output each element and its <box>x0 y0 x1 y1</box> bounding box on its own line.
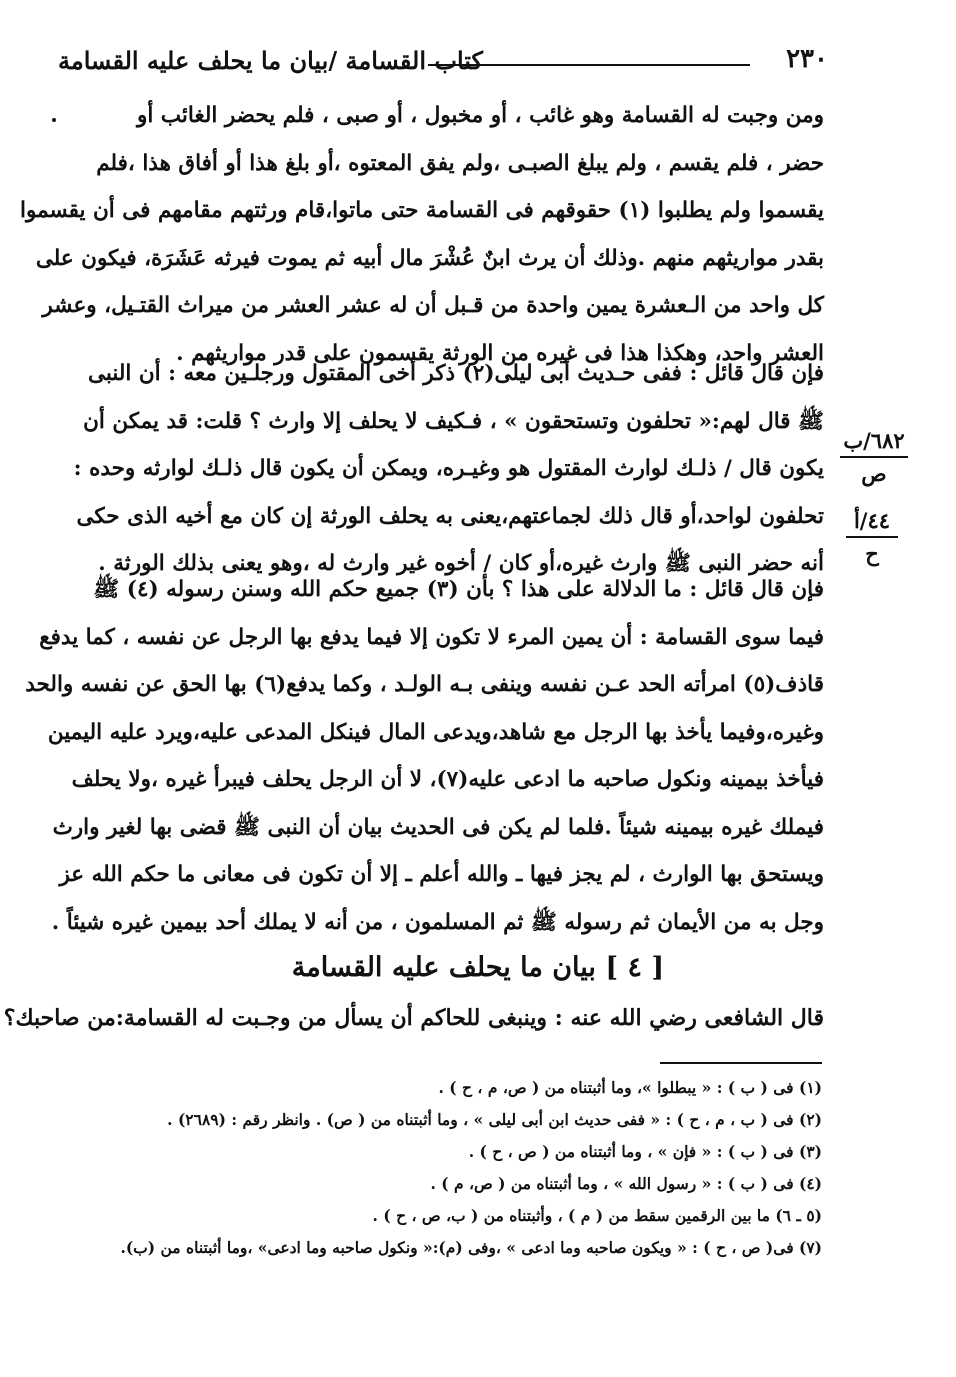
text-line: ويستحق بها الوارث ، لم يجز فيها ـ والله أعلم ـ إلا أن تكون فى معانى ما حكم الله عز <box>59 862 824 887</box>
footnote: (٣) فى ( ب ) : « فإن » ، وما أثبتناه من ( ص ، ح ) . <box>468 1142 822 1161</box>
text-line: ﷺ قال لهم:« تحلفون وتستحقون » ، فـكيف لا يحلف إلا وارث ؟ قلت: قد يمكن أن <box>83 408 824 434</box>
page-header <box>58 42 828 82</box>
footnote: (١) فى ( ب ) : « يبطلوا »، وما أثبتناه من ( ص، م ، ح ) . <box>438 1078 822 1097</box>
margin-note-siglum: ص <box>861 461 887 486</box>
ink-speck <box>52 118 56 122</box>
paragraph-2 <box>74 350 824 588</box>
section-opening-line: قال الشافعى رضي الله عنه : وينبغى للحاكم أن يسأل من وجـبت له القسامة:من صاحبك؟ <box>3 1005 824 1031</box>
footnote: (٤) فى ( ب ) : « رسول الله » ، وما أثبتناه من ( ص، م ) . <box>430 1174 822 1193</box>
margin-note-rule <box>846 536 898 538</box>
footnote: (٧) فى( ص ، ح ) : « ويكون صاحبه وما ادعى » ،وفى (م):« ونكول صاحبه وما ادعى» ،وما أثبتناه من (ب). <box>120 1238 822 1257</box>
margin-note-ref: ٤٤/أ <box>853 508 891 533</box>
text-line: كل واحد من الـعشرة يمين واحدة من قـبل أن له عشر العشر من ميراث القتـيل، وعشر <box>42 293 824 318</box>
footnote: (٥ ـ ٦) ما بين الرقمين سقط من ( م ) ، وأثبتناه من ( ب، ص ، ح ) . <box>372 1206 822 1225</box>
text-line: حضر ، فلم يقسم ، ولم يبلغ الصبـى ،ولم يفق المعتوه ،أو بلغ هذا أو أفاق هذا ،فلم <box>96 150 824 176</box>
footnote: (٢) فى ( ب ، م ، ح ) : « ففى حديث ابن أبى ليلى » ، وما أثبتناه من ( ص) . وانظر رقم : (٢٦٨٩) . <box>167 1110 822 1129</box>
margin-note-ref: ٦٨٢/ب <box>843 428 905 453</box>
text-line: وجل به من الأيمان ثم رسوله ﷺ ثم المسلمون ، من أنه لا يملك أحد بيمين غيره شيئاً . <box>51 909 824 935</box>
text-line: تحلفون لواحد،أو قال ذلك لجماعتهم،يعنى به يحلف الورثة إن كان مع أخيه الذى حكى <box>76 503 824 529</box>
section-heading: [ ٤ ] بيان ما يحلف عليه القسامة <box>291 952 665 983</box>
text-line: ومن وجبت له القسامة وهو غائب ، أو مخبول ، أو صبى ، فلم يحضر الغائب أو <box>136 103 824 128</box>
text-line: يقسموا ولم يطلبوا (١) حقوقهم فى القسامة حتى ماتوا،قام ورثتهم مقامهم فى أن يقسموا <box>19 198 824 223</box>
text-line: فإن قال قائل : ما الدلالة على هذا ؟ بأن (٣) جميع حكم الله وسنن رسوله (٤) ﷺ <box>93 577 824 602</box>
margin-note-folio-2 <box>846 508 898 566</box>
running-title: كتاب القسامة /بيان ما يحلف عليه القسامة <box>58 46 483 75</box>
text-line: فيما سوى القسامة : أن يمين المرء لا تكون إلا فيما يدفع بها الرجل عن نفسه ، كما يدفع <box>39 624 824 650</box>
text-line: فيملك غيره بيمينه شيئاً .فلما لم يكن فى الحديث بيان أن النبى ﷺ قضى بها لغير وارث <box>52 814 824 840</box>
footnote-separator <box>660 1062 822 1064</box>
page-number: ٢٣٠ <box>786 44 828 74</box>
paragraph-1 <box>19 92 824 377</box>
text-line: فإن قال قائل : ففى حـديث أبى ليلى(٢) ذكر أخى المقتول ورجلـين معه : أن النبى <box>87 361 824 386</box>
text-line: قاذف(٥) امرأته الحد عـن نفسه وينفى بـه الولـد ، وكما يدفع(٦) بها الحق عن نفسه والحد <box>25 672 824 697</box>
margin-note-siglum: ح <box>865 541 879 566</box>
text-line: بقدر مواريثهم منهم .وذلك أن يرث ابنٌ عُشْرَ مال أبيه ثم يموت فيرثه عَشَرَة، فيكون على <box>35 245 824 271</box>
text-line: وغيره،وفيما يأخذ بها الرجل مع شاهد،ويدعى المال فينكل المدعى عليه،ويرد عليه اليمين <box>47 719 824 745</box>
text-line: يكون قال / ذلـك لوارث المقتول هو وغيـره، ويمكن أن يكون قال ذلـك لوارثه وحده : <box>73 456 824 481</box>
text-line: فيأخذ بيمينه ونكول صاحبه ما ادعى عليه(٧)، لا أن الرجل يحلف فيبرأ غيره ،ولا يحلف <box>71 767 824 792</box>
margin-note-rule <box>840 456 908 458</box>
margin-note-folio-1 <box>840 428 908 486</box>
footnotes <box>100 1072 822 1264</box>
text-line: العشر واحد، وهكذا هذا فى غيره من الورثة يقسمون على قدر مواريثهم . <box>176 340 824 366</box>
text-line: أنه حضر النبى ﷺ وارث غيره،أو كان / أخوه غير وارث له ،وهو يعنى بذلك الورثة . <box>98 551 824 576</box>
paragraph-3 <box>25 566 824 946</box>
